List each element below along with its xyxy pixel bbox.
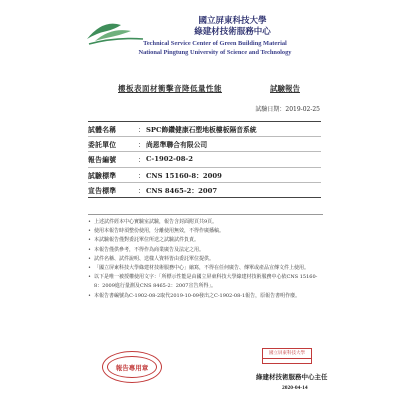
- info-value: 尚恩準聯合有限公司: [146, 141, 208, 150]
- info-value: CNS 15160-8：2009: [146, 171, 222, 180]
- info-label: 委託單位: [88, 141, 117, 150]
- info-label: 試體名稱: [88, 126, 117, 135]
- report-seal-text: 報告專用章: [107, 356, 157, 378]
- report-type: 試驗報告: [270, 84, 300, 93]
- info-value: C-1902-08-2: [146, 155, 193, 164]
- university-seal-stamp-lower: [262, 357, 312, 364]
- note-item: • 本試驗報告僅對委託單位所送之試驗試件負責。: [88, 236, 323, 245]
- org-name-zh-center: 綠建材技術服務中心: [194, 27, 271, 37]
- org-name-en-center: Technical Service Center of Green Building Material: [143, 40, 287, 47]
- org-name-zh-university: 國立屏東科技大學: [198, 16, 267, 26]
- report-seal-stamp: [102, 351, 162, 383]
- info-row-report-no: 報告編號 ： C-1902-08-2: [88, 152, 321, 167]
- note-item: • 上述試件經本中心實驗室試驗，報告含封面附頁共9頁。: [88, 218, 323, 227]
- info-value: CNS 8465-2：2007: [146, 186, 218, 195]
- info-row-specimen: 試體名稱 ： SPC飾鑽健康石塑地板樓板隔音系統: [88, 122, 321, 137]
- test-date-value: 2019-02-25: [285, 106, 320, 113]
- test-date: [255, 104, 320, 113]
- note-item: • 以下是唯一被授權使用文字：「所標示性能是由國立屏東科技大學綠建材技術服務中心依CNS 15160-8：2009進行量測及CNS 8465-2：2007宣告所得」。: [88, 273, 323, 291]
- note-item: • 使用本報告時須整份使用，分離使用無效，不得作廣播稿。: [88, 227, 323, 236]
- info-row-declare-standard: 宣告標準 ： CNS 8465-2：2007: [88, 183, 321, 197]
- note-item: • 「國立屏東科技大學綠建材技術服務中心」縮寫，不得在任何廣告、傳單或產品宣傳文件上使用。: [88, 264, 323, 273]
- info-row-client: 委託單位 ： 尚恩準聯合有限公司: [88, 137, 321, 152]
- notes-list: [88, 214, 323, 301]
- signature-date: 2020-04-14: [282, 385, 308, 391]
- test-date-label: 試驗日期：: [255, 106, 286, 113]
- report-title: 樓板表面材衝擊音降低量性能: [118, 84, 222, 93]
- signature-title: 綠建材技術服務中心主任: [256, 373, 328, 381]
- note-item: • 本報告書編號為C-1902-08-2取代2019-10-09發出之C-1902-08-1報告，原報告書明作廢。: [88, 292, 323, 301]
- note-item: • 試件名稱、試件說明、送樣人資料皆由委託單位提供。: [88, 255, 323, 264]
- info-row-test-standard: 試驗標準 ： CNS 15160-8：2009: [88, 168, 321, 183]
- info-label: 報告編號: [88, 156, 117, 165]
- info-value: SPC飾鑽健康石塑地板樓板隔音系統: [146, 126, 257, 135]
- info-table: [88, 121, 321, 198]
- info-label: 試驗標準: [88, 171, 117, 180]
- org-name-en-university: National Pingtung University of Science and Technology: [138, 49, 292, 56]
- info-label: 宣告標準: [88, 186, 117, 195]
- university-seal-stamp: 國立屏東科技大學: [262, 348, 312, 359]
- note-item: • 本報告僅供參考，不得作為商業廣告及法定之用。: [88, 246, 323, 255]
